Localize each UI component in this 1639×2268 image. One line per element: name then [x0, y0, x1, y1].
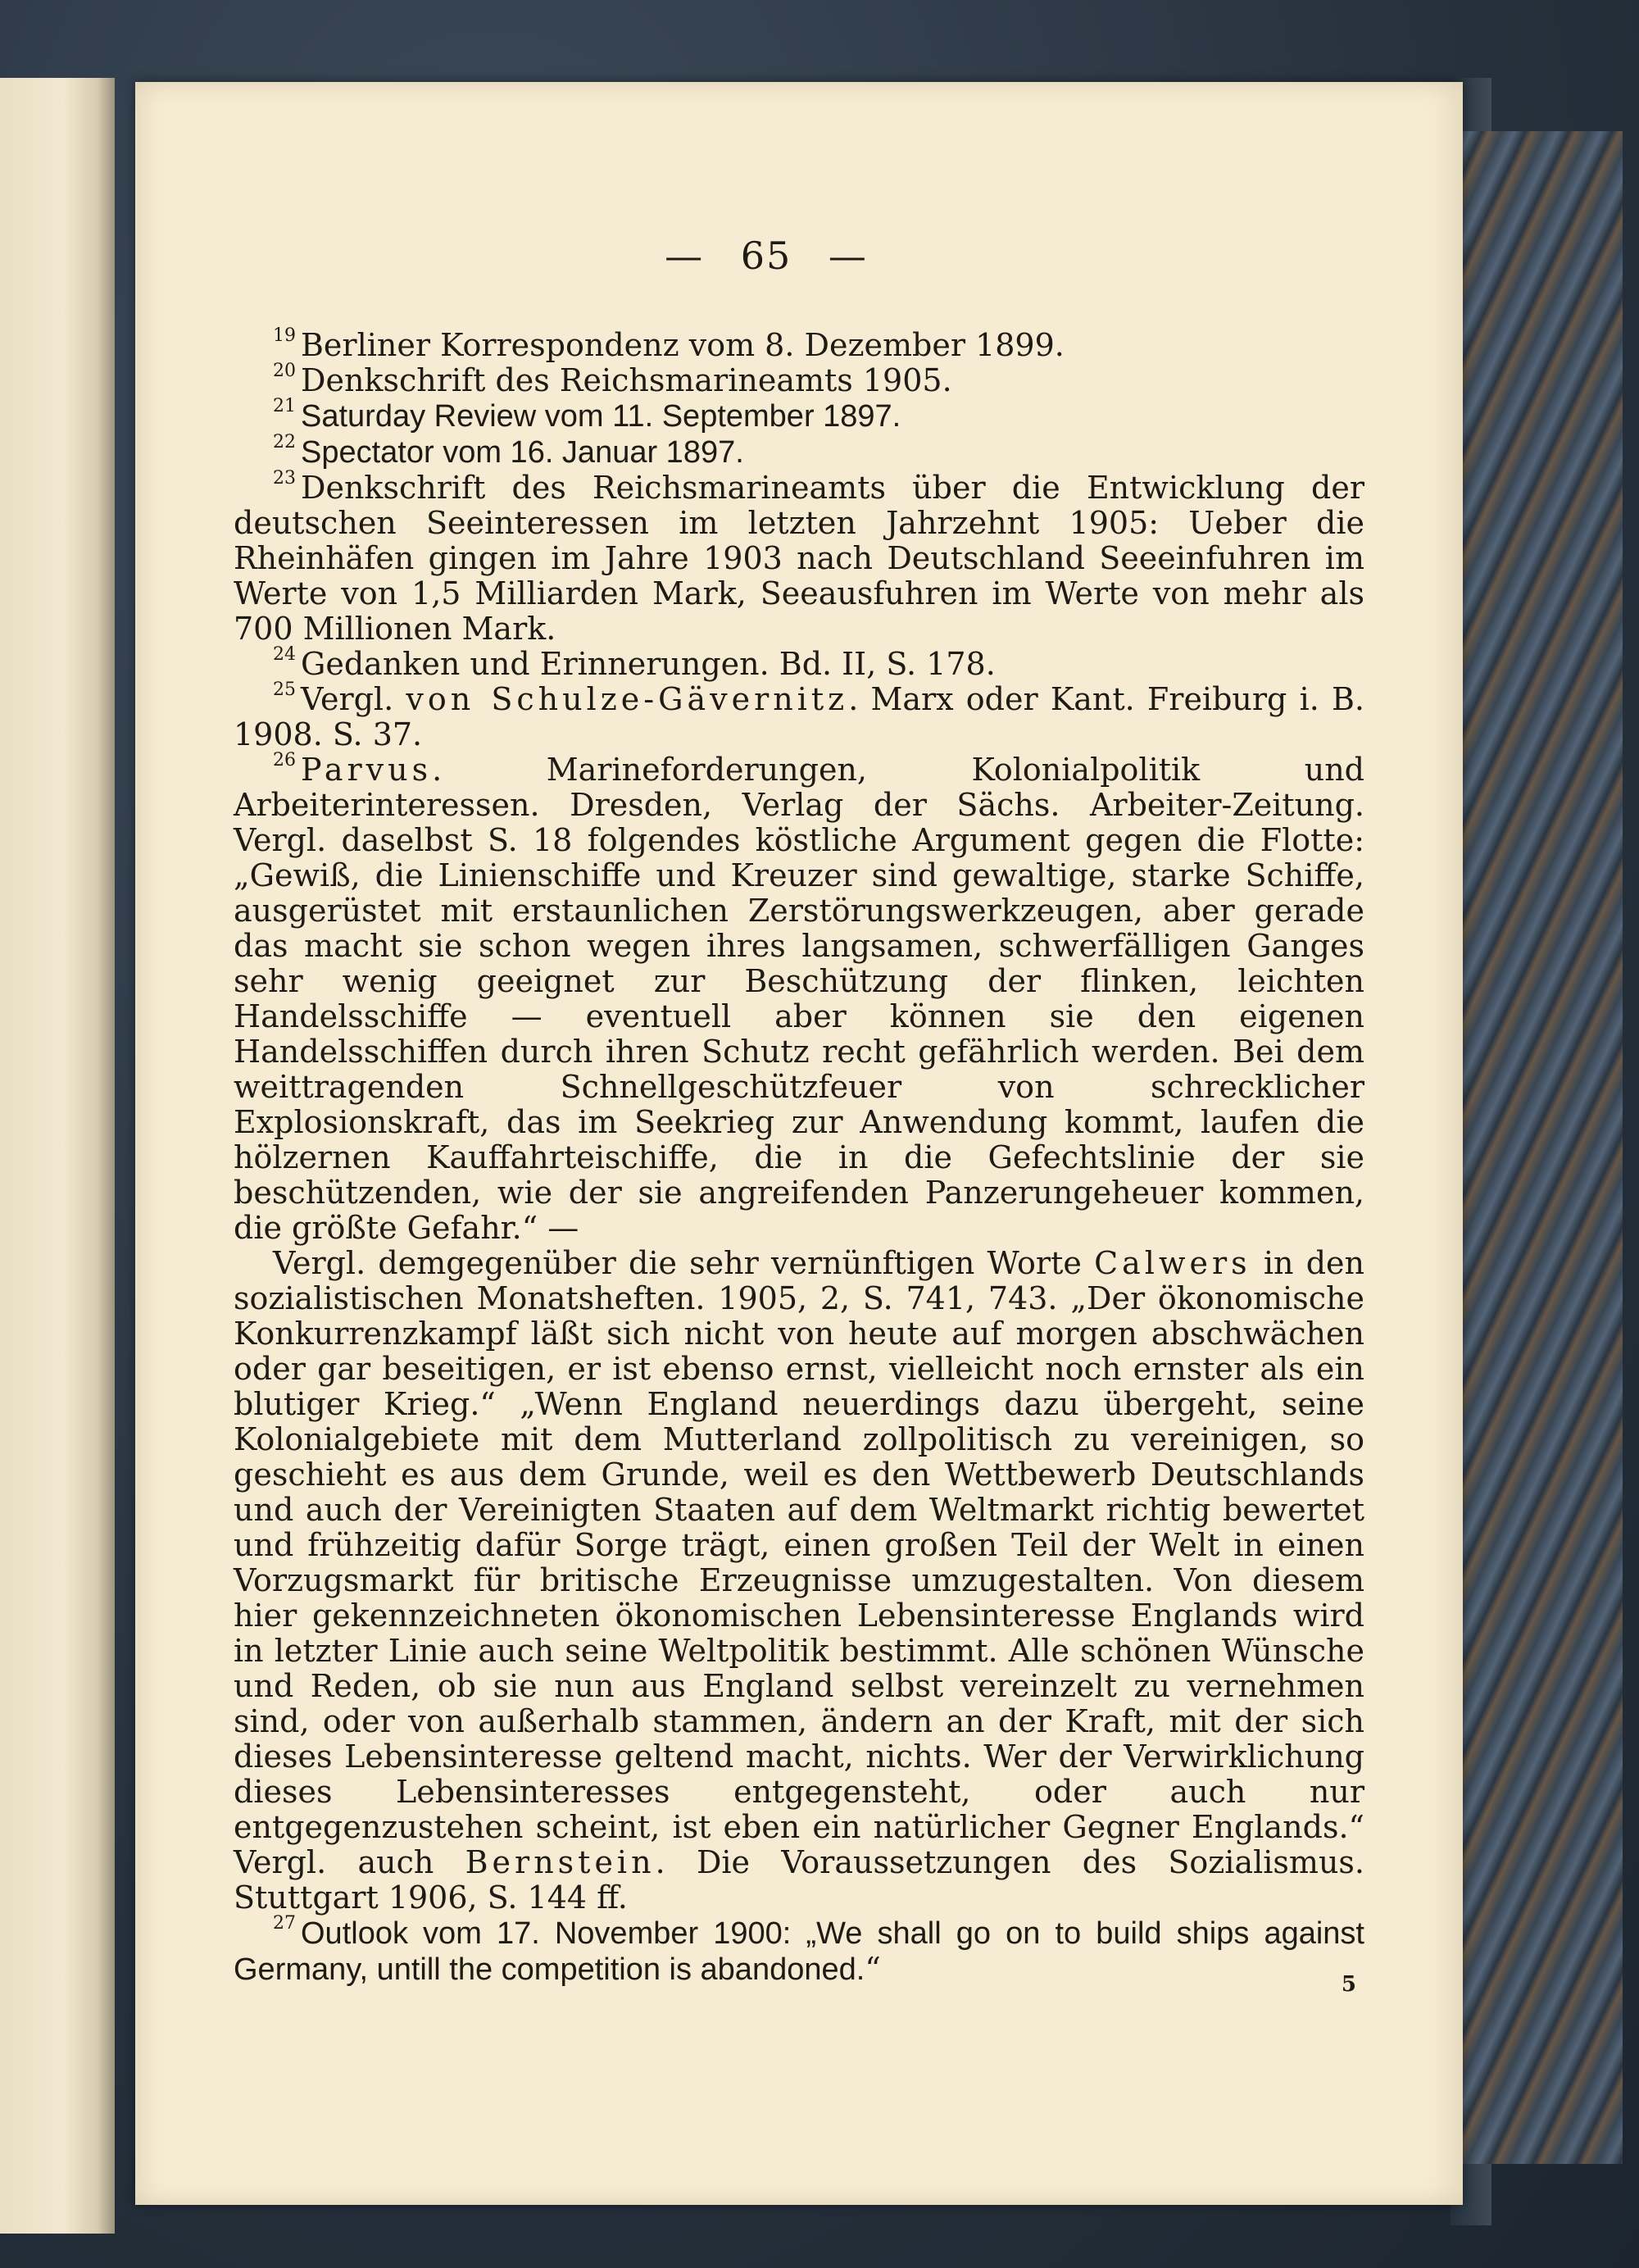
footnote-text-post: . Marx oder Kant. Freiburg i. B. 1908. S. 37.	[234, 681, 1364, 752]
footnote-number: 23	[273, 468, 296, 489]
footnote-number: 19	[273, 325, 296, 347]
author-name: von Schulze-Gävernitz	[406, 681, 849, 717]
footnote-22	[234, 434, 1364, 470]
footnote-number: 21	[273, 396, 296, 417]
book-page	[135, 82, 1463, 2205]
footnote-number: 25	[273, 679, 296, 701]
footnote-number: 22	[273, 432, 296, 453]
footnote-text: Spectator vom 16. Januar 1897.	[301, 435, 744, 470]
footnote-26	[234, 752, 1364, 1246]
footnote-24	[234, 644, 1364, 682]
footnote-text-pre: Vergl.	[301, 681, 406, 717]
footnote-text: Saturday Review vom 11. September 1897.	[301, 399, 901, 434]
footnote-list	[234, 325, 1365, 1988]
footnote-text: Denkschrift des Reichsmarineamts über die Entwicklung der deutschen Seeinteressen im letzten Jahrzehnt 1905: Ueber die Rheinhäfen gingen im Jahre 1903 nach Deutschland Seeeinfuhren im Werte von 1,5 Milliarden Mark, Seeausfuhren im Werte von mehr als 700 Millionen Mark.	[234, 470, 1364, 647]
footnote-text-post-2: . Die Voraussetzungen des Sozialismus. Stuttgart 1906, S. 144 ff.	[234, 1844, 1364, 1916]
footnote-21	[234, 398, 1364, 434]
header-dash-right: —	[828, 234, 868, 278]
footnote-26-continuation	[234, 1246, 1364, 1916]
footnote-text-pre: Vergl. demgegenüber die sehr vernünftigen Worte	[273, 1245, 1095, 1281]
footnote-text: Gedanken und Erinnerungen. Bd. II, S. 178.	[301, 646, 996, 682]
footnote-20	[234, 363, 1364, 398]
footnote-text-post: in den sozialistischen Monatsheften. 1905, 2, S. 741, 743. „Der ökonomische Konkurrenzkampf läßt sich nicht von heute auf morgen abschwächen oder gar beseitigen, er ist ebenso ernst, vielleicht noch ernster als ein blutiger Krieg.“ „Wenn England neuerdings dazu übergeht, seine Kolonialgebiete mit dem Mutterland zollpolitisch zu vereinigen, so geschieht es aus dem Grunde, weil es den Wettbewerb Deutschlands und auch der Vereinigten Staaten auf dem Weltmarkt richtig bewertet und frühzeitig dafür Sorge trägt, einen großen Teil der Welt in einen Vorzugsmarkt für britische Erzeugnisse umzugestalten. Von diesem hier gekennzeichneten ökonomischen Lebensinteresse Englands wird in letzter Linie auch seine Weltpolitik bestimmt. Alle schönen Wünsche und Reden, ob sie nun aus England selbst vereinzelt zu vernehmen sind, oder von außerhalb stammen, ändern an der Kraft, mit der sich dieses Lebensinteresse geltend macht, nichts. Wer der Verwirklichung dieses Lebensinteresses entgegensteht, oder auch nur entgegenzustehen scheint, ist eben ein natürlicher Gegner Englands.“ Vergl. auch	[234, 1245, 1365, 1880]
footnote-19	[234, 325, 1364, 363]
author-name: Calwers	[1094, 1245, 1251, 1281]
footnote-text: Denkschrift des Reichsmarineamts 1905.	[301, 362, 952, 398]
author-name-2: Bernstein	[465, 1844, 656, 1880]
footnote-25	[234, 679, 1364, 752]
printer-signature-mark: 5	[1341, 1972, 1356, 1997]
footnote-number: 20	[273, 361, 296, 382]
header-dash-left: —	[665, 234, 705, 278]
english-quote: We shall go on to build ships against Germany, untill the competition is abandoned.	[234, 1916, 1364, 1987]
page-header	[135, 234, 1397, 278]
footnote-text-post: “	[865, 1951, 881, 1987]
footnote-number: 26	[273, 750, 296, 771]
author-name: Parvus	[301, 752, 433, 788]
footnote-number: 24	[273, 644, 296, 666]
footnote-27	[234, 1913, 1364, 1988]
marbled-endpaper	[1459, 131, 1623, 2164]
page-number: 65	[740, 234, 792, 278]
footnote-text: Berliner Korrespondenz vom 8. Dezember 1899.	[301, 327, 1065, 363]
previous-page-edge	[0, 78, 115, 2234]
footnote-text-pre: Outlook vom 17. November 1900: „	[301, 1916, 817, 1951]
footnote-23	[234, 470, 1364, 647]
footnote-number: 27	[273, 1913, 296, 1934]
footnote-text-post: . Marineforderungen, Kolonialpolitik und Arbeiterinteressen. Dresden, Verlag der Sächs. Arbeiter-Zeitung. Vergl. daselbst S. 18 folgendes köstliche Argument gegen die Flotte: „Gewiß, die Linienschiffe und Kreuzer sind gewaltige, starke Schiffe, ausgerüstet mit erstaunlichen Zerstörungswerkzeugen, aber gerade das macht sie schon wegen ihres langsamen, schwerfälligen Ganges sehr wenig geeignet zur Beschützung der flinken, leichten Handelsschiffe — eventuell aber können sie den eigenen Handelsschiffen durch ihren Schutz recht gefährlich werden. Bei dem weittragenden Schnellgeschützfeuer von schrecklicher Explosionskraft, das im Seekrieg zur Anwendung kommt, laufen die hölzernen Kauffahrteischiffe, die in die Gefechtslinie der sie beschützenden, wie der sie angreifenden Panzerungeheuer kommen, die größte Gefahr.“ —	[234, 752, 1364, 1246]
